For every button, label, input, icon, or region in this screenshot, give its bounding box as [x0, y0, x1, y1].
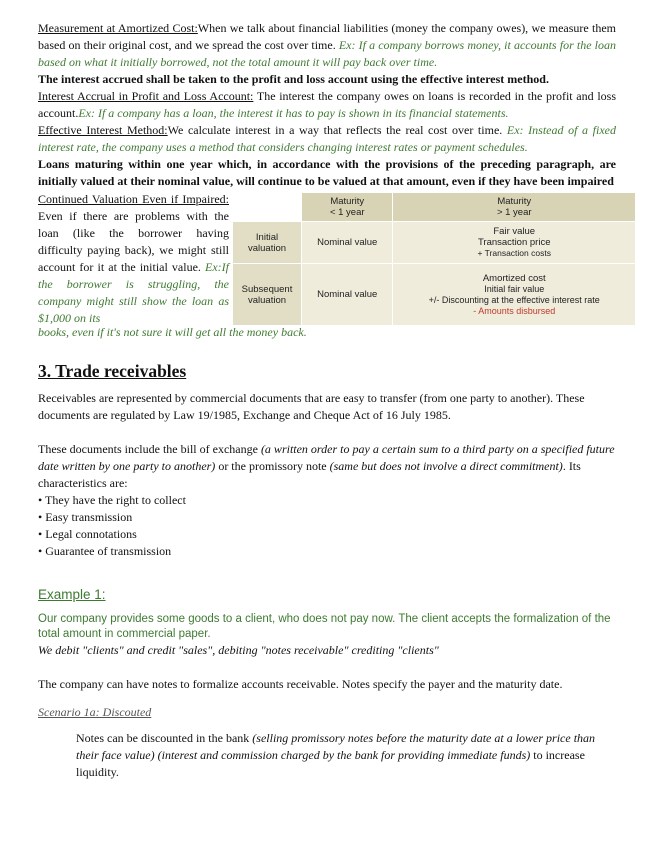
example-text: Ex: If a company borrows money, it accounts for the loan based on what it initially borrowed, not the total amount it will pay back over time.	[38, 38, 616, 69]
list-item: • They have the right to collect	[38, 492, 616, 509]
characteristics-list	[38, 492, 616, 560]
cell-line: - Amounts disbursed	[473, 305, 556, 316]
example-tail: books, even if it's not sure it will get all the money back.	[38, 325, 307, 339]
section-paragraph: Receivables are represented by commercial documents that are easy to transfer (from one party to another). These documents are regulated by Law 19/1985, Exchange and Cheque Act of 16 July 1985.	[38, 391, 585, 422]
cell-line: Transaction price	[477, 237, 551, 248]
list-item: • Easy transmission	[38, 509, 616, 526]
aside-text: (same but does not involve a direct commitment)	[329, 459, 563, 473]
paragraph-interest-accrual	[38, 88, 616, 122]
cell-line: Amortized cost	[482, 272, 546, 284]
section-title: 3. Trade receivables	[38, 361, 187, 381]
example-text: Ex: Instead of a fixed interest rate, the company uses a method that considers changing interest rates or payment schedules.	[38, 123, 616, 154]
document-page	[38, 20, 616, 781]
list-item: • Guarantee of transmission	[38, 543, 616, 560]
cell-initial-long	[393, 222, 636, 264]
term-label: Measurement at Amortized Cost:	[38, 21, 198, 35]
cell-subsequent-long	[393, 264, 636, 326]
paragraph-text: These documents include the bill of exchange	[38, 442, 261, 456]
bold-rule-short-loans: Loans maturing within one year which, in accordance with the provisions of the preceding paragraph, are initially valued at their nominal value, will continue to be valued at that amount, even if they have been impaired	[38, 157, 616, 188]
valuation-block	[38, 191, 616, 341]
row-head-initial: Initial valuation	[233, 222, 302, 264]
header-label: Maturity	[330, 196, 365, 207]
aside-text: (selling promissory notes before the maturity date at a lower price than their face value) (interest and commission charged by the bank for providing immediate funds)	[76, 731, 596, 762]
term-label: Effective Interest Method:	[38, 123, 168, 137]
scenario-paragraph	[76, 730, 616, 781]
aside-text: (a written order to pay a certain sum to a third party on a specified future date written by one party to another)	[38, 442, 615, 473]
header-sublabel: < 1 year	[329, 207, 365, 218]
table-corner	[233, 193, 302, 222]
cell-initial-short: Nominal value	[302, 222, 393, 264]
term-label: Interest Accrual in Profit and Loss Account:	[38, 89, 254, 103]
example-text: Ex:If the borrower is struggling, the company might still show the loan as $1,000 on its	[38, 260, 229, 325]
paragraph-text: Notes can be discounted in the bank	[76, 731, 253, 745]
cell-subsequent-short: Nominal value	[302, 264, 393, 326]
header-label: Maturity	[497, 196, 532, 207]
example-heading: Example 1:	[38, 587, 106, 602]
paragraph-amortized-cost	[38, 20, 616, 71]
journal-entry: We debit "clients" and credit "sales", debiting "notes receivable" crediting "clients"	[38, 643, 439, 657]
row-head-subsequent: Subsequent valuation	[233, 264, 302, 326]
notes-paragraph: The company can have notes to formalize accounts receivable. Notes specify the payer and the maturity date.	[38, 677, 563, 691]
example-text: Our company provides some goods to a client, who does not pay now. The client accepts the formalization of the total amount in commercial paper.	[38, 613, 611, 640]
list-item: • Legal connotations	[38, 526, 616, 543]
paragraph-text: to increase liquidity.	[76, 748, 585, 779]
table-header-long	[393, 193, 636, 222]
paragraph-text: We calculate interest in a way that reflects the real cost over time.	[167, 123, 507, 137]
valuation-table	[232, 192, 636, 326]
cell-line: Initial fair value	[484, 283, 545, 294]
table-header-short	[302, 193, 393, 222]
term-label: Continued Valuation Even if Impaired:	[38, 192, 229, 206]
section-paragraph	[38, 441, 616, 492]
example-text: Ex: If a company has a loan, the interest it has to pay is shown in its financial statements.	[78, 106, 509, 120]
bold-rule-interest: The interest accrued shall be taken to the profit and loss account using the effective interest method.	[38, 72, 549, 86]
cell-line: Fair value	[493, 226, 536, 237]
paragraph-text: The interest the company owes on loans is recorded in the profit and loss account.	[38, 89, 616, 120]
cell-line: + Transaction costs	[477, 248, 551, 258]
paragraph-continued-valuation	[38, 191, 229, 327]
paragraph-text: Even if there are problems with the loan (like the borrower having difficulty paying back), we might still account for it at the initial value.	[38, 209, 229, 274]
scenario-heading: Scenario 1a: Discouted	[38, 705, 152, 719]
paragraph-text: . Its characteristics are:	[38, 459, 581, 490]
paragraph-text: When we talk about financial liabilities (money the company owes), we measure them based on their original cost, and we spread the cost over time.	[38, 21, 616, 52]
cell-line: +/- Discounting at the effective interest rate	[428, 294, 600, 305]
paragraph-effective-interest	[38, 122, 616, 156]
header-sublabel: > 1 year	[496, 207, 532, 218]
paragraph-text: or the promissory note	[215, 459, 330, 473]
